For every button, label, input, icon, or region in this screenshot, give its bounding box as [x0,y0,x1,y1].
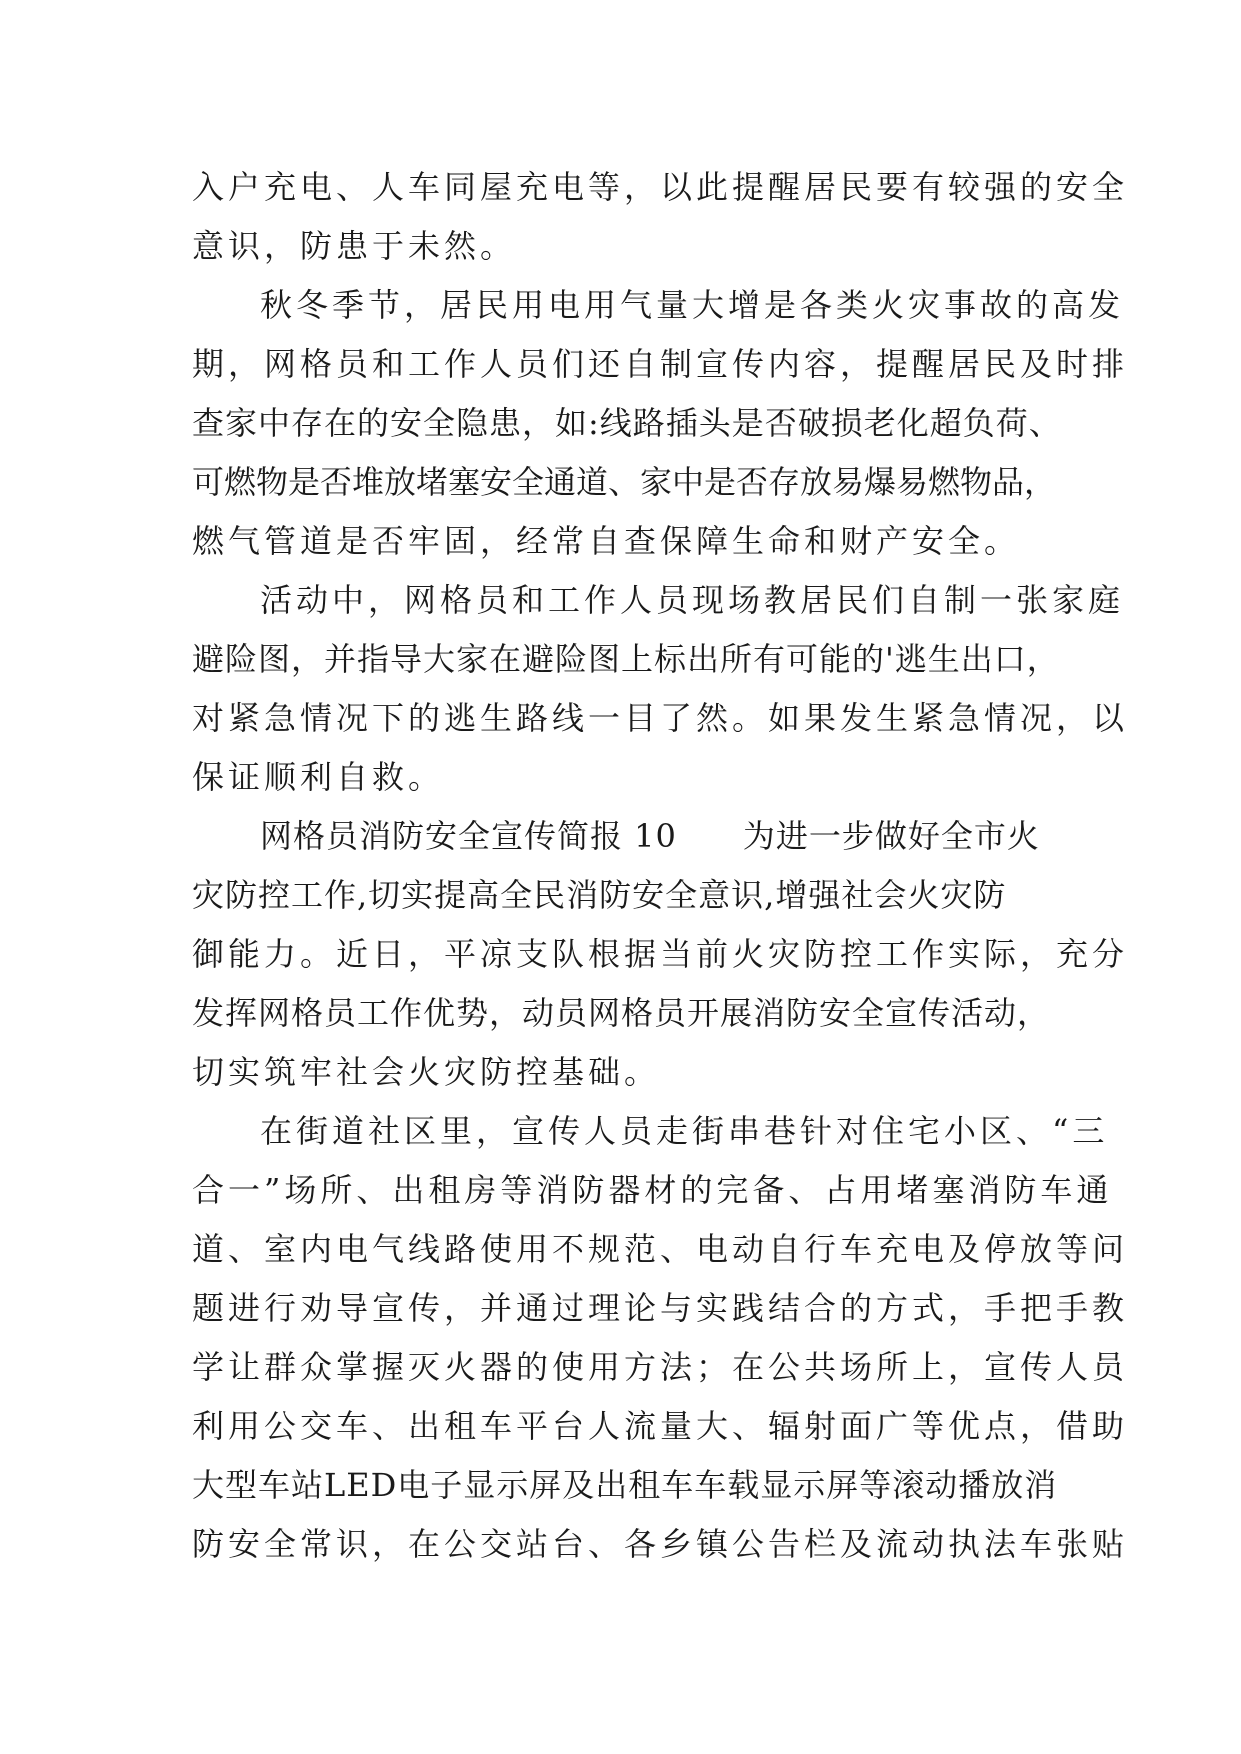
text-line: 切实筑牢社会火灾防控基础。 [192,1053,661,1091]
text-line: 入户充电、人车同屋充电等，以此提醒居民要有较强的安全 [192,168,1129,206]
text-line: 合一”场所、出租房等消防器材的完备、占用堵塞消防车通 [192,1171,1113,1209]
text-line: 燃气管道是否牢固，经常自查保障生命和财产安全。 [192,522,1021,560]
text-line: 灾防控工作,切实提高全民消防安全意识,增强社会火灾防 [192,876,1007,914]
text-line: 避险图，并指导大家在避险图上标出所有可能的'逃生出口， [192,640,1060,678]
text-line: 御能力。近日，平凉支队根据当前火灾防控工作实际，充分 [192,935,1129,973]
text-line: 可燃物是否堆放堵塞安全通道、家中是否存放易爆易燃物品， [192,463,1057,501]
text-line: 意识，防患于未然。 [192,227,517,265]
paragraph-3 [192,571,1129,807]
text-line: 查家中存在的安全隐患，如:线路插头是否破损老化超负荷、 [192,404,1062,442]
text-line: 对紧急情况下的逃生路线一目了然。如果发生紧急情况，以 [192,699,1129,737]
text-line: 秋冬季节，居民用电用气量大增是各类火灾事故的高发 [260,286,1125,324]
paragraph-2 [192,276,1129,571]
text-line: 期，网格员和工作人员们还自制宣传内容，提醒居民及时排 [192,345,1129,383]
text-line: 网格员消防安全宣传简报 10 为进一步做好全市火 [260,817,1040,855]
paragraph-1 [192,158,1129,276]
paragraph-5 [192,1102,1129,1574]
text-line: 学让群众掌握灭火器的使用方法；在公共场所上，宣传人员 [192,1348,1129,1386]
text-line: 大型车站LED电子显示屏及出租车车载显示屏等滚动播放消 [192,1466,1058,1504]
text-line: 发挥网格员工作优势，动员网格员开展消防安全宣传活动， [192,994,1051,1032]
paragraph-4 [192,807,1129,1102]
text-line: 道、室内电气线路使用不规范、电动自行车充电及停放等问 [192,1230,1129,1268]
text-line: 利用公交车、出租车平台人流量大、辐射面广等优点，借助 [192,1407,1129,1445]
document-body [192,158,1129,1574]
text-line: 在街道社区里，宣传人员走街串巷针对住宅小区、“三 [260,1112,1109,1150]
text-line: 活动中，网格员和工作人员现场教居民们自制一张家庭 [260,581,1125,619]
text-line: 保证顺利自救。 [192,758,445,796]
text-line: 题进行劝导宣传，并通过理论与实践结合的方式，手把手教 [192,1289,1129,1327]
text-line: 防安全常识，在公交站台、各乡镇公告栏及流动执法车张贴 [192,1525,1129,1563]
